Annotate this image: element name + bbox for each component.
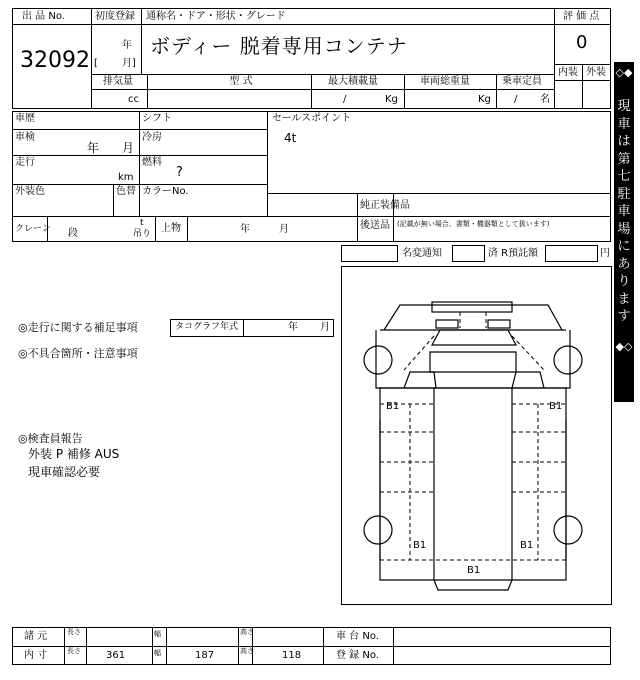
model-code-label: 型 式 [229,76,253,87]
tachograph-label: タコグラフ年式 [175,322,239,332]
tachograph-month-unit: 月 [320,322,330,333]
inner-width-value: 187 [195,650,215,661]
fuel-value: ? [176,165,183,180]
crane-stage-unit: 段 [68,228,78,239]
color-no-label: カラーNo. [142,186,189,197]
defects-label: ◎不具合箇所・注意事項 [18,347,138,360]
banner-bottom-marks: ◆◇ [615,340,633,353]
inner-dims-label: 内 寸 [24,650,48,661]
mileage-label: 走行 [15,157,35,168]
capacity-unit: 名 [540,94,550,105]
banner-top-marks: ◇◆ [615,66,633,79]
inner-width-label: 幅 [154,649,161,657]
model-title: ボディー 脱着専用コンテナ [150,34,408,58]
height-label: 高さ [240,628,254,636]
first-registration-label: 初度登録 [95,11,135,22]
inspector-report-line1: 外装 P 補修 AUS [28,447,120,461]
first-reg-month-unit: 月] [122,58,136,69]
inspection-label: 車検 [15,132,35,143]
genuine-equipment-label: 純正装備品 [360,200,410,211]
max-load-unit: Kg [385,94,398,105]
banner-vertical-text: 現車は第七駐車場にあります [617,99,631,324]
yen-unit: 円 [600,248,610,259]
inner-height-label: 高さ [240,647,254,655]
shift-label: シフト [142,113,172,124]
damage-mark-right-side: B1 [549,401,563,412]
lot-no: 32092 [20,48,90,73]
mileage-unit: km [118,172,134,183]
inner-height-value: 118 [282,650,302,661]
displacement-label: 排気量 [103,76,133,87]
recycle-deposit-label: 済 R預託額 [488,248,539,259]
score-value: 0 [576,32,588,53]
sales-point-label: セールスポイント [272,113,352,124]
inner-length-value: 361 [106,650,126,661]
history-label: 車歴 [15,113,35,124]
damage-mark-left-rear: B1 [413,540,427,551]
gross-weight-unit: Kg [478,94,491,105]
specs-label: 諸 元 [24,631,48,642]
first-reg-bracket: [ [94,58,98,69]
loading-month-unit: 月 [279,224,289,235]
shipping-label: 後送品 [360,220,390,231]
damage-mark-left-side: B1 [386,401,400,412]
capacity-separator: / [514,94,518,105]
truck-diagram [364,302,582,590]
capacity-label: 乗車定員 [502,76,542,87]
damage-mark-right-rear: B1 [520,540,534,551]
inspector-report-label: ◎検査員報告 [18,432,83,445]
inner-length-label: 長さ [67,647,81,655]
first-reg-year-unit: 年 [122,40,132,51]
max-load-label: 最大積載量 [328,76,378,87]
color-change-label: 色替 [116,186,136,197]
shipping-note: (記載が無い場合、書類・機器類として扱います) [397,220,550,228]
grade-label: 通称名・ドア・形状・グレード [146,11,286,22]
width-label: 幅 [154,630,161,638]
ac-label: 冷房 [142,132,162,143]
inspection-year-unit: 年 [87,141,100,155]
fuel-label: 燃料 [142,157,162,168]
crane-label: クレーン [15,224,51,234]
chassis-no-label: 車 台 No. [336,631,379,642]
gross-weight-label: 車両総重量 [420,76,470,87]
crane-ton-unit: t [140,218,144,228]
inspection-month-unit: 月 [122,141,135,155]
loading-year-unit: 年 [240,224,250,235]
registration-no-label: 登 録 No. [336,650,379,661]
length-label: 長さ [67,628,81,636]
sales-point-value: 4t [284,131,297,145]
driving-notes-label: ◎走行に関する補足事項 [18,321,138,334]
score-label: 評 価 点 [563,11,600,22]
name-change-notice-label: 名変通知 [402,248,442,259]
interior-label: 内装 [558,67,578,78]
loading-label: 上物 [161,223,181,234]
max-load-separator: / [343,94,347,105]
exterior-label: 外装 [586,67,606,78]
displacement-unit: cc [128,94,139,105]
inspector-report-line2: 現車確認必要 [28,465,101,479]
exterior-color-label: 外装色 [15,186,45,197]
damage-mark-rear: B1 [467,565,481,576]
tachograph-year-unit: 年 [288,322,298,333]
crane-hanging-label: 吊り [133,229,152,239]
lot-no-label: 出 品 No. [22,11,65,22]
